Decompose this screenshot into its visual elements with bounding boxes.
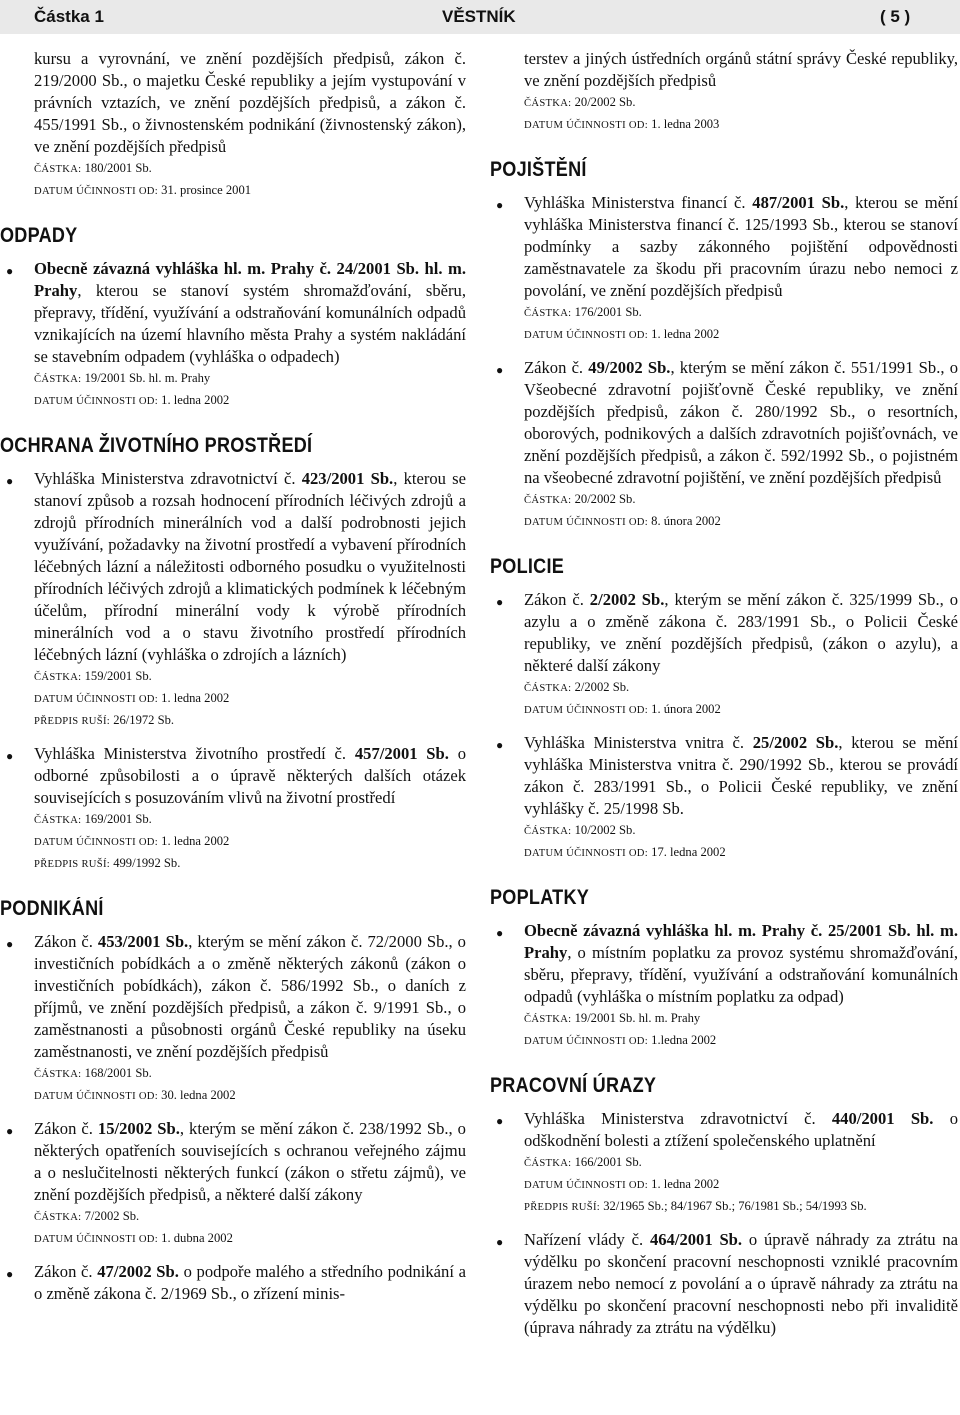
list-item <box>0 258 466 412</box>
castka-line: ČÁSTKA: 10/2002 Sb. <box>524 823 636 837</box>
bullet-icon: ● <box>6 1267 14 1281</box>
castka-line: ČÁSTKA: 159/2001 Sb. <box>34 669 152 683</box>
datum-line: DATUM ÚČINNOSTI OD: 1. února 2002 <box>524 702 721 716</box>
castka-line: ČÁSTKA: 180/2001 Sb. <box>34 161 152 175</box>
list-item <box>0 743 466 875</box>
datum-line: DATUM ÚČINNOSTI OD: 1. ledna 2002 <box>34 393 230 407</box>
left-column <box>0 48 466 1316</box>
entry-text: Obecně závazná vyhláška hl. m. Prahy č. 25/2001 Sb. hl. m. Prahy, o místním poplatku za provoz systému shromažďování, sběru, přepravy, třídění, využívání a odstraňování komunálních odpadů (vyhláška o místním poplatku za odpad) <box>524 921 958 1006</box>
datum-line: DATUM ÚČINNOSTI OD: 1. ledna 2002 <box>34 691 230 705</box>
entry-text: Zákon č. 15/2002 Sb., kterým se mění zákon č. 238/1992 Sb., o některých opatřeních souvisejících s ochranou veřejného zájmu a o neslučitelnosti některých funkcí (zákon o střetu zájmů), ve znění pozdějších předpisů, a některé další zákony <box>34 1119 466 1204</box>
list-item <box>490 192 958 346</box>
entry-text: Zákon č. 49/2002 Sb., kterým se mění zákon č. 551/1991 Sb., o Všeobecné zdravotní pojišťovně České republiky, ve znění pozdějších předpisů, zákon č. 280/1992 Sb., o resortních, oborových, podnikových a dalších zdravotních pojišťovnách, ve znění pozdějších předpisů, a zákon č. 592/1992 Sb., o pojistném na všeobecné zdravotní pojištění, ve znění pozdějších předpisů <box>524 358 958 487</box>
datum-line: DATUM ÚČINNOSTI OD: 30. ledna 2002 <box>34 1088 236 1102</box>
bullet-icon: ● <box>496 595 504 609</box>
bullet-icon: ● <box>6 749 14 763</box>
section-heading-pojisteni: POJIŠTĚNÍ <box>490 158 587 181</box>
castka-line: ČÁSTKA: 20/2002 Sb. <box>524 492 636 506</box>
issue-label: Částka 1 <box>34 7 104 26</box>
entry-text: terstev a jiných ústředních orgánů státní správy České republiky, ve znění pozdějších předpisů <box>524 49 958 90</box>
entry-text: Vyhláška Ministerstva životního prostředí č. 457/2001 Sb. o odborné způsobilosti a o úpravě některých dalších otázek souvisejících s posuzováním vlivů na životní prostředí <box>34 744 466 807</box>
page-number: ( 5 ) <box>880 7 911 26</box>
castka-line: ČÁSTKA: 2/2002 Sb. <box>524 680 630 694</box>
section-heading-pracovni-urazy: PRACOVNÍ ÚRAZY <box>490 1074 657 1097</box>
entry-text: Vyhláška Ministerstva zdravotnictví č. 423/2001 Sb., kterou se stanoví způsob a rozsah hodnocení přírodních léčivých zdrojů a zdrojů přírodních minerálních vod a další podrobnosti jejich využívání, požadavky na životní prostředí a vybavení přírodních léčebných lázní a náležitosti odborného posudku o využitelnosti přírodních léčivých zdrojů a klimatických podmínek k léčebným účelům, přírodní minerální vody k výrobě přírodních minerálních vod a o stavu životního prostředí přírodních léčebných lázní (vyhláška o zdrojích a lázních) <box>34 469 466 664</box>
list-item <box>490 589 958 721</box>
entry-text: kursu a vyrovnání, ve znění pozdějších předpisů, zákon č. 219/2000 Sb., o majetku České republiky a jejím vystupování v právních vztazích, ve znění pozdějších předpisů, a zákon č. 455/1991 Sb., o živnostenském podnikání (živnostenský zákon), ve znění pozdějších předpisů <box>34 49 466 156</box>
section-heading-odpady: ODPADY <box>0 224 78 247</box>
castka-line: ČÁSTKA: 176/2001 Sb. <box>524 305 642 319</box>
bullet-icon: ● <box>496 198 504 212</box>
zrusen-line: PŘEDPIS RUŠÍ: 499/1992 Sb. <box>34 856 181 870</box>
castka-line: ČÁSTKA: 169/2001 Sb. <box>34 812 152 826</box>
datum-line: DATUM ÚČINNOSTI OD: 1. dubna 2002 <box>34 1231 233 1245</box>
list-item <box>490 1108 958 1218</box>
datum-line: DATUM ÚČINNOSTI OD: 1. ledna 2002 <box>524 327 720 341</box>
continued-entry <box>490 48 958 136</box>
datum-line: DATUM ÚČINNOSTI OD: 31. prosince 2001 <box>34 183 252 197</box>
datum-line: DATUM ÚČINNOSTI OD: 8. února 2002 <box>524 514 721 528</box>
intro-entry <box>0 48 466 202</box>
bullet-icon: ● <box>496 738 504 752</box>
castka-line: ČÁSTKA: 166/2001 Sb. <box>524 1155 642 1169</box>
bullet-icon: ● <box>6 937 14 951</box>
list-item <box>490 920 958 1052</box>
list-item <box>0 468 466 732</box>
journal-title: VĚSTNÍK <box>442 7 516 26</box>
entry-text: Vyhláška Ministerstva zdravotnictví č. 440/2001 Sb. o odškodnění bolesti a ztížení společenského uplatnění <box>524 1109 958 1150</box>
bullet-icon: ● <box>6 1124 14 1138</box>
bullet-icon: ● <box>6 264 14 278</box>
list-item <box>490 732 958 864</box>
section-heading-ochrana: OCHRANA ŽIVOTNÍHO PROSTŘEDÍ <box>0 434 313 457</box>
datum-line: DATUM ÚČINNOSTI OD: 17. ledna 2002 <box>524 845 726 859</box>
section-heading-poplatky: POPLATKY <box>490 886 590 909</box>
castka-line: ČÁSTKA: 7/2002 Sb. <box>34 1209 140 1223</box>
entry-text: Vyhláška Ministerstva vnitra č. 25/2002 Sb., kterou se mění vyhláška Ministerstva vnitra č. 290/1992 Sb., kterou se provádí zákon č. 283/1991 Sb., o Policii České republiky, ve znění vyhlášky č. 25/1998 Sb. <box>524 733 958 818</box>
zrusen-line: PŘEDPIS RUŠÍ: 26/1972 Sb. <box>34 713 175 727</box>
entry-text: Obecně závazná vyhláška hl. m. Prahy č. 24/2001 Sb. hl. m. Prahy, kterou se stanoví systém shromažďování, sběru, přepravy, třídění, využívání a odstraňování komunálních odpadů vznikajících na území hlavního města Prahy a systém nakládání se stavebním odpadem (vyhláška o odpadech) <box>34 259 466 366</box>
castka-line: ČÁSTKA: 19/2001 Sb. hl. m. Prahy <box>34 371 211 385</box>
list-item <box>0 1118 466 1250</box>
datum-line: DATUM ÚČINNOSTI OD: 1.ledna 2002 <box>524 1033 717 1047</box>
bullet-icon: ● <box>496 363 504 377</box>
list-item <box>0 1261 466 1305</box>
datum-line: DATUM ÚČINNOSTI OD: 1. ledna 2002 <box>524 1177 720 1191</box>
datum-line: DATUM ÚČINNOSTI OD: 1. ledna 2003 <box>524 117 720 131</box>
entry-text: Zákon č. 453/2001 Sb., kterým se mění zákon č. 72/2000 Sb., o investičních pobídkách a o změně některých zákonů (zákon o investičních pobídkách), zákon č. 586/1992 Sb., o daních z příjmů, ve znění pozdějších předpisů, a zákon č. 9/1991 Sb., o zaměstnanosti a působnosti orgánů České republiky na úseku zaměstnanosti, ve znění pozdějších předpisů <box>34 932 466 1061</box>
section-heading-podnikani: PODNIKÁNÍ <box>0 897 104 920</box>
entry-text: Zákon č. 47/2002 Sb. o podpoře malého a středního podnikání a o změně zákona č. 2/1969 Sb., o zřízení minis- <box>34 1262 466 1303</box>
castka-line: ČÁSTKA: 19/2001 Sb. hl. m. Prahy <box>524 1011 701 1025</box>
list-item <box>490 1229 958 1339</box>
entry-text: Nařízení vlády č. 464/2001 Sb. o úpravě náhrady za ztrátu na výdělku po skončení pracovní neschopnosti vzniklé pracovním úrazem nebo nemocí z povolání a o úpravě náhrady za ztrátu na výdělku po skončení pracovní neschopnosti nebo při invaliditě (úprava náhrady za ztrátu na výdělku) <box>524 1230 958 1337</box>
list-item <box>490 357 958 533</box>
zrusen-line: PŘEDPIS RUŠÍ: 32/1965 Sb.; 84/1967 Sb.; 76/1981 Sb.; 54/1993 Sb. <box>524 1199 867 1213</box>
castka-line: ČÁSTKA: 20/2002 Sb. <box>524 95 636 109</box>
castka-line: ČÁSTKA: 168/2001 Sb. <box>34 1066 152 1080</box>
section-heading-policie: POLICIE <box>490 555 565 578</box>
page-header <box>0 0 960 34</box>
list-item <box>0 931 466 1107</box>
right-column <box>490 48 958 1350</box>
bullet-icon: ● <box>496 1235 504 1249</box>
datum-line: DATUM ÚČINNOSTI OD: 1. ledna 2002 <box>34 834 230 848</box>
bullet-icon: ● <box>496 926 504 940</box>
bullet-icon: ● <box>6 474 14 488</box>
entry-text: Zákon č. 2/2002 Sb., kterým se mění zákon č. 325/1999 Sb., o azylu a o změně zákona č. 283/1991 Sb., o Policii České republiky, ve znění pozdějších předpisů, (zákon o azylu), a některé další zákony <box>524 590 958 675</box>
entry-text: Vyhláška Ministerstva financí č. 487/2001 Sb., kterou se mění vyhláška Ministerstva financí č. 125/1993 Sb., kterou se stanoví podmínky a sazby zákonného pojištění odpovědnosti zaměstnavatele za škodu při pracovním úrazu nebo nemoci z povolání, ve znění pozdějších předpisů <box>524 193 958 300</box>
bullet-icon: ● <box>496 1114 504 1128</box>
